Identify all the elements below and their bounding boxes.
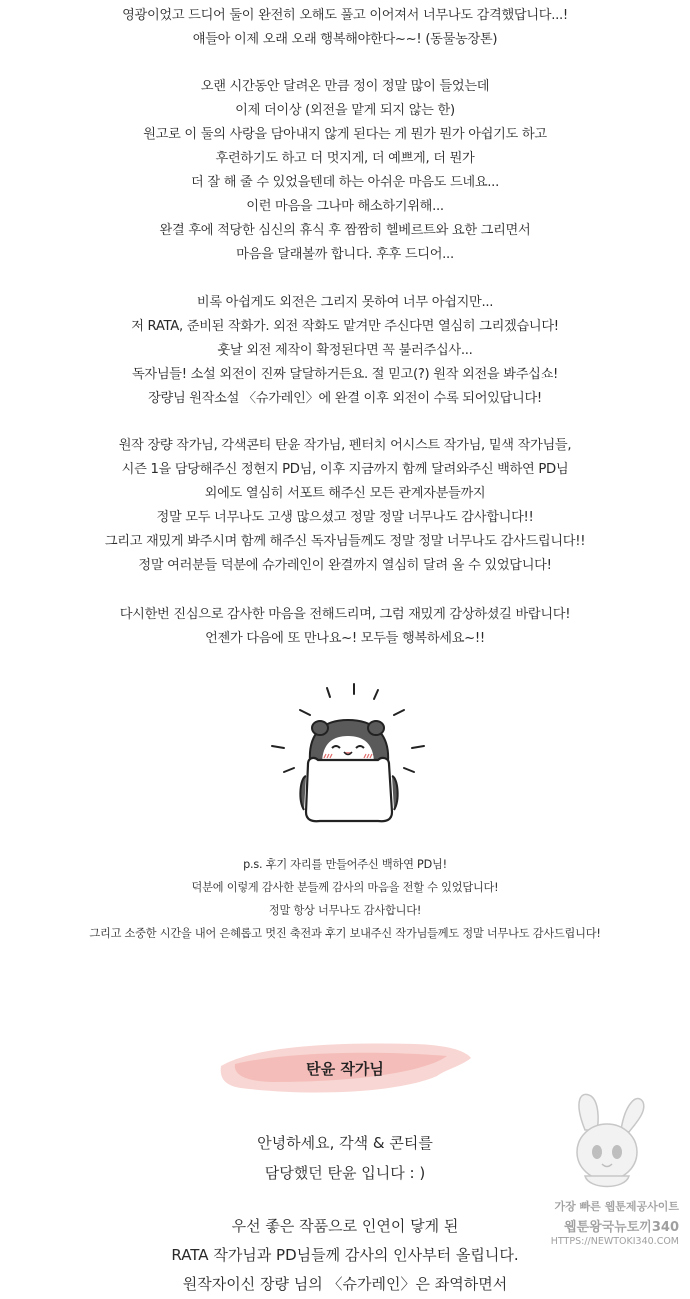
paragraph-intro [0,4,690,52]
text-line: 다시한번 진심으로 감사한 마음을 전해드리며, 그럼 재밌게 감상하셨길 바랍니다! [119,607,571,622]
text-line: 언젠가 다음에 또 만나요~! 모두들 행복하세요~!! [205,631,485,646]
text-line: 원작자이신 장량 님의 〈슈가레인〉은 좌역하면서 [182,1275,508,1293]
text-line: 안녕하세요, 각색 & 콘티를 [257,1134,433,1152]
text-line: 얘들아 이제 오래 오래 행복해야한다~~! (동물농장톤) [192,32,498,47]
text-line: 장량님 원작소설 〈슈가레인〉에 완결 이후 외전이 수록 되어있답니다! [148,391,542,406]
text-line: 덕분에 이렇게 감사한 분들께 감사의 마음을 전할 수 있었답니다! [191,881,499,894]
text-line: 저 RATA, 준비된 작화가. 외전 작화도 맡겨만 주신다면 열심히 그리겠습니다! [131,319,559,334]
text-line: 마음을 달래볼까 합니다. 후후 드디어... [236,247,454,262]
text-line: 정말 여러분들 덕분에 슈가레인이 완결까지 열심히 달려 올 수 있었답니다! [138,558,552,573]
text-line: 더 잘 해 줄 수 있었을텐데 하는 아쉬운 마음도 드네요... [191,175,499,190]
text-line: 담당했던 탄윤 입니다 : ) [264,1164,426,1182]
text-line: 훗날 외전 제작이 확정된다면 꼭 불러주십사... [217,343,473,358]
text-line: 이제 더이상 (외전을 맡게 되지 않는 한) [235,103,455,118]
bunny-mascot-icon [555,1090,655,1198]
text-line: 완결 후에 적당한 심신의 휴식 후 짬짬히 헬베르트와 요한 그리면서 [159,223,531,238]
watermark-site-name: 웹툰왕국뉴토끼340 [563,1220,679,1235]
text-line: 후련하기도 하고 더 멋지게, 더 예쁘게, 더 뭔가 [215,151,475,166]
section-heading: 탄윤 작가님 [306,1060,384,1078]
hamster-holding-blank-sign-icon [258,680,438,830]
watermark-tagline: 가장 빠른 웹툰제공사이트 [554,1200,679,1213]
text-line: 정말 항상 너무나도 감사합니다! [268,904,422,917]
text-line: 원작 장량 작가님, 각색콘티 탄윤 작가님, 펜터치 어시스트 작가님, 밑색 작가님들, [118,438,572,453]
text-line: 정말 모두 너무나도 고생 많으셨고 정말 정말 너무나도 감사합니다!! [156,510,534,525]
text-line: 비록 아쉽게도 외전은 그리지 못하여 너무 아쉽지만... [196,295,494,310]
site-watermark [525,1090,685,1280]
text-line: p.s. 후기 자리를 만들어주신 백하연 PD님! [243,858,447,871]
watermark-url: HTTPS://NEWTOKI340.COM [550,1236,679,1247]
text-line: 시즌 1을 담당해주신 정현지 PD님, 이후 지금까지 함께 달려와주신 백하연 PD님 [121,462,569,477]
text-line: 원고로 이 둘의 사랑을 담아내지 않게 된다는 게 뭔가 뭔가 아쉽기도 하고 [143,127,547,142]
paragraph-feelings [0,75,690,267]
text-line: 우선 좋은 작품으로 인연이 닿게 된 [231,1217,459,1235]
text-line: RATA 작가님과 PD님들께 감사의 인사부터 올립니다. [171,1246,519,1264]
paragraph-side-story [0,291,690,411]
text-line: 외에도 열심히 서포트 해주신 모든 관계자분들까지 [204,486,486,501]
text-line: 영광이었고 드디어 둘이 완전히 오해도 풀고 이어져서 너무나도 감격했답니다...! [122,8,568,23]
text-line: 그리고 소중한 시간을 내어 은혜롭고 멋진 축전과 후기 보내주신 작가님들께도 정말 너무나도 감사드립니다! [89,927,601,940]
text-line: 이런 마음을 그나마 해소하기위해... [246,199,444,214]
paragraph-postscript [0,853,690,945]
text-line: 독자님들! 소설 외전이 진짜 달달하거든요. 절 믿고(?) 원작 외전을 봐주십쇼! [131,367,558,382]
paragraph-thanks [0,434,690,578]
paragraph-closing [0,603,690,651]
text-line: 오랜 시간동안 달려온 만큼 정이 정말 많이 들었는데 [200,79,490,94]
text-line: 그리고 재밌게 봐주시며 함께 해주신 독자님들께도 정말 정말 너무나도 감사드립니다!! [104,534,586,549]
